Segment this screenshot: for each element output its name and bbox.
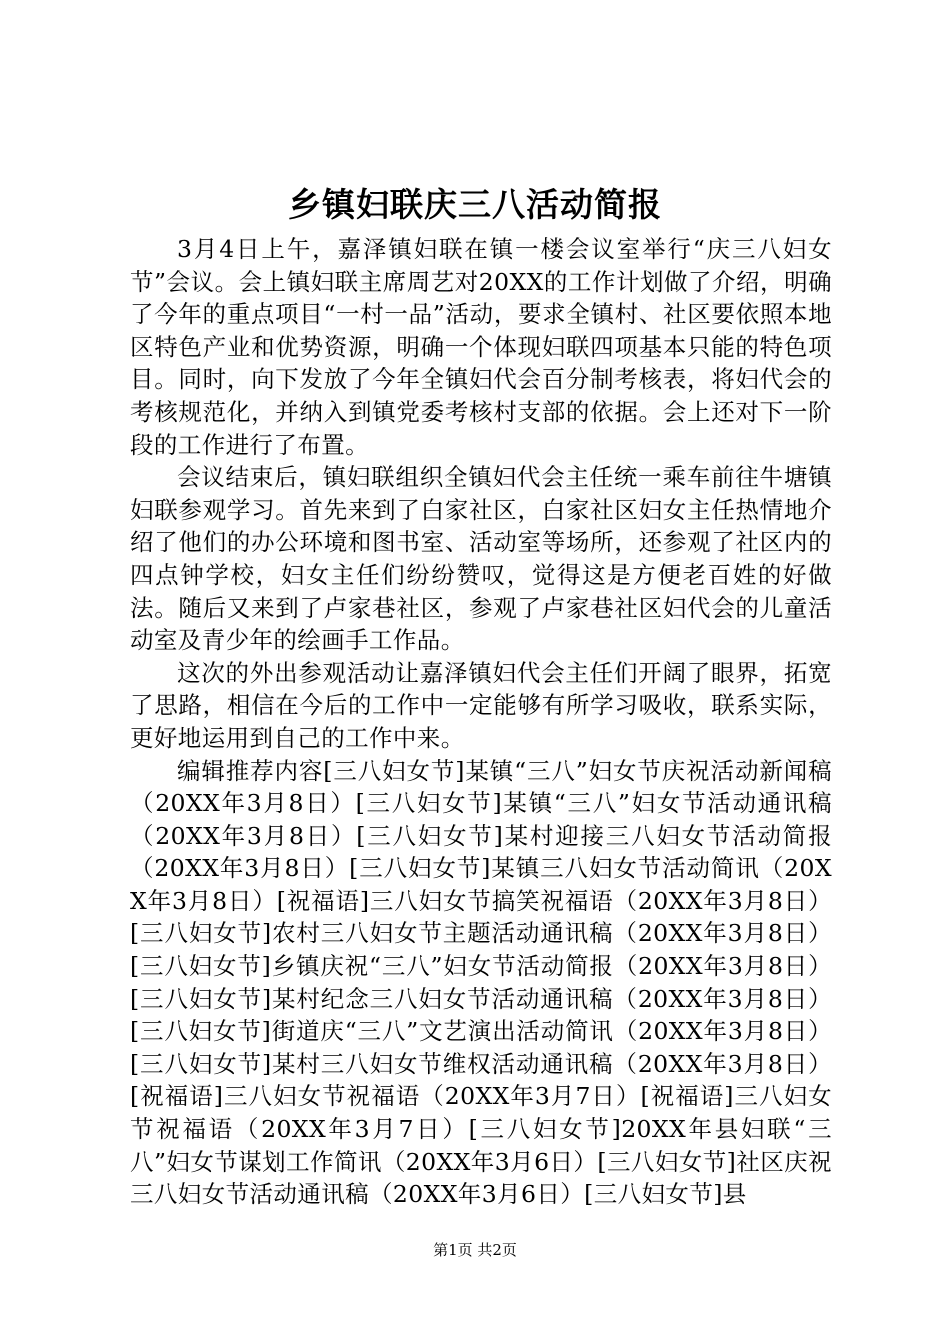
page-footer: 第1页 共2页 xyxy=(433,1241,517,1259)
paragraph-meeting: 3月4日上午，嘉泽镇妇联在镇一楼会议室举行“庆三八妇女节”会议。会上镇妇联主席周艺对20XX的工作计划做了介绍，明确了今年的重点项目“一村一品”活动，要求全镇村、社区要依照本地区特色产业和优势资源，明确一个体现妇联四项基本只能的特色项目。同时，向下发放了今年全镇妇代会百分制考核表，将妇代会的考核规范化，并纳入到镇党委考核村支部的依据。会上还对下一阶段的工作进行了布置。 xyxy=(130,235,832,459)
paragraph-visit: 会议结束后，镇妇联组织全镇妇代会主任统一乘车前往牛塘镇妇联参观学习。首先来到了白家社区，白家社区妇女主任热情地介绍了他们的办公环境和图书室、活动室等场所，还参观了社区内的四点钟学校，妇女主任们纷纷赞叹，觉得这是方便老百姓的好做法。随后又来到了卢家巷社区，参观了卢家巷社区妇代会的儿童活动室及青少年的绘画手工作品。 xyxy=(130,463,832,655)
document-title: 乡镇妇联庆三八活动简报 xyxy=(288,185,662,224)
paragraph-conclusion: 这次的外出参观活动让嘉泽镇妇代会主任们开阔了眼界，拓宽了思路，相信在今后的工作中一定能够有所学习吸收，联系实际，更好地运用到自己的工作中来。 xyxy=(130,658,832,752)
paragraph-recommended: 编辑推荐内容[三八妇女节]某镇“三八”妇女节庆祝活动新闻稿（20XX年3月8日）[三八妇女节]某镇“三八”妇女节活动通讯稿（20XX年3月8日）[三八妇女节]某村迎接三八妇女节活动简报（20XX年3月8日）[三八妇女节]某镇三八妇女节活动简讯（20XX年3月8日）[祝福语]三八妇女节搞笑祝福语（20XX年3月8日）[三八妇女节]农村三八妇女节主题活动通讯稿（20XX年3月8日）[三八妇女节]乡镇庆祝“三八”妇女节活动简报（20XX年3月8日）[三八妇女节]某村纪念三八妇女节活动通讯稿（20XX年3月8日）[三八妇女节]街道庆“三八”文艺演出活动简讯（20XX年3月8日）[三八妇女节]某村三八妇女节维权活动通讯稿（20XX年3月8日）[祝福语]三八妇女节祝福语（20XX年3月7日）[祝福语]三八妇女节祝福语（20XX年3月7日）[三八妇女节]20XX年县妇联“三八”妇女节谋划工作简讯（20XX年3月6日）[三八妇女节]社区庆祝三八妇女节活动通讯稿（20XX年3月6日）[三八妇女节]县 xyxy=(130,756,832,1209)
document-body xyxy=(130,233,832,1211)
